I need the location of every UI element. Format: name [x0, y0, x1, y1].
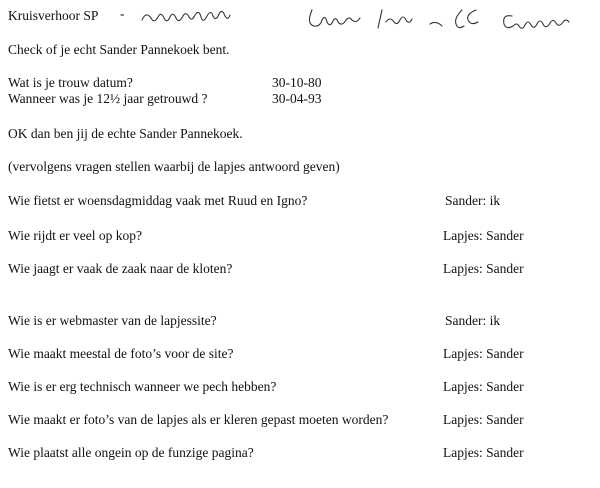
document-title: Kruisverhoor SP — [8, 8, 99, 23]
check-identity-line: Check of je echt Sander Pannekoek bent. — [8, 42, 230, 57]
qa-answer: Sander: ik — [445, 193, 501, 208]
qa-answer: Lapjes: Sander — [443, 228, 524, 243]
qa-question: Wie fietst er woensdagmiddag vaak met Ruud en Igno? — [8, 193, 308, 208]
qa-answer: Lapjes: Sander — [443, 445, 524, 460]
qa-answer: Lapjes: Sander — [443, 379, 524, 394]
handwritten-note-scribble — [120, 2, 600, 36]
qa-answer: Lapjes: Sander — [443, 412, 524, 427]
qa-question: Wie is er webmaster van de lapjessite? — [8, 313, 217, 328]
qa-question: Wie plaatst alle ongein op de funzige pagina? — [8, 445, 254, 460]
title-dash: - — [120, 6, 125, 21]
anniversary-answer: 30-04-93 — [272, 91, 322, 106]
qa-question: Wie jaagt er vaak de zaak naar de kloten? — [8, 261, 233, 276]
qa-answer: Lapjes: Sander — [443, 261, 524, 276]
anniversary-question: Wanneer was je 12½ jaar getrouwd ? — [8, 91, 208, 106]
confirm-identity-line: OK dan ben jij de echte Sander Pannekoek. — [8, 126, 243, 141]
qa-question: Wie rijdt er veel op kop? — [8, 228, 143, 243]
wedding-date-answer: 30-10-80 — [272, 75, 322, 90]
qa-question: Wie maakt meestal de foto’s voor de site? — [8, 346, 234, 361]
instruction-line: (vervolgens vragen stellen waarbij de lapjes antwoord geven) — [8, 159, 340, 174]
qa-answer: Sander: ik — [445, 313, 501, 328]
qa-question: Wie is er erg technisch wanneer we pech hebben? — [8, 379, 277, 394]
qa-question: Wie maakt er foto’s van de lapjes als er kleren gepast moeten worden? — [8, 412, 389, 427]
wedding-date-question: Wat is je trouw datum? — [8, 75, 133, 90]
qa-answer: Lapjes: Sander — [443, 346, 524, 361]
